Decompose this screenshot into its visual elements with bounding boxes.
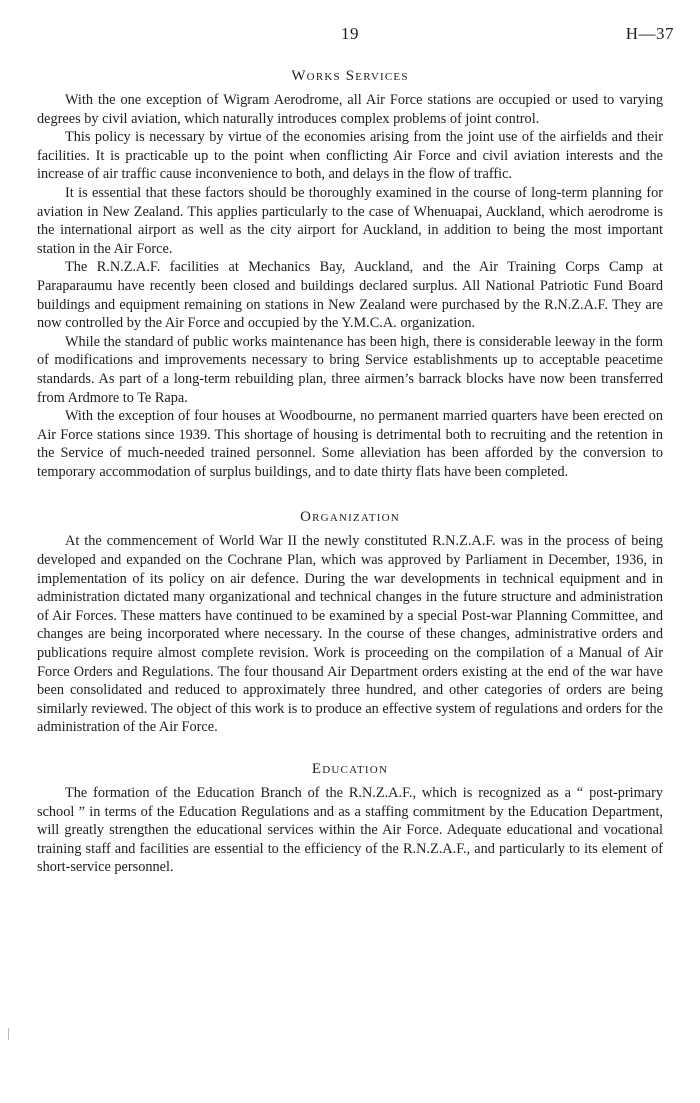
section-spacer xyxy=(37,481,663,507)
section-works-services xyxy=(37,66,663,481)
paragraph: This policy is necessary by virtue of the economies arising from the joint use of the airfields and their facilities. It is practicable up to the point when conflicting Air Force and civil aviation interests and the increase of air traffic cause inconvenience to both, and delays in the flow of traffic. xyxy=(37,129,663,183)
section-heading: Organization xyxy=(300,509,400,526)
paragraph: While the standard of public works maintenance has been high, there is considerable leeway in the form of modifications and improvements necessary to bring Service establishments up to acceptable peacetime standards. As part of a long-term rebuilding plan, three airmen’s barrack blocks have now been transferred from Ardmore to Te Rapa. xyxy=(37,333,663,406)
section-spacer xyxy=(37,737,663,759)
paragraph: With the exception of four houses at Woodbourne, no permanent married quarters have been erected on Air Force stations since 1939. This shortage of housing is detrimental both to recruiting and the retention in the Service of much-needed trained personnel. Some alleviation has been afforded by the conversion to temporary accommodation of surplus buildings, and to date thirty flats have been completed. xyxy=(37,408,663,480)
section-heading: Works Services xyxy=(291,68,409,84)
page-number: 19 xyxy=(341,24,359,43)
section-organization xyxy=(37,507,663,737)
paragraph: It is essential that these factors should be thoroughly examined in the course of long-term planning for aviation in New Zealand. This applies particularly to the case of Whenuapai, Auckland, which aerodrome is the international airport as well as the city airport for Auckland, in addition to being the most important station in the Air Force. xyxy=(37,184,663,257)
paragraph: At the commencement of World War II the newly constituted R.N.Z.A.F. was in the process of being developed and expanded on the Cochrane Plan, which was approved by Parliament in December, 1936, in implementation of its policy on air defence. During the war developments in technical equipment and in administration dictated many organizational and technical changes in the future structure and administration of Air Forces. These matters have continued to be examined by a special Post-war Planning Committee, and changes are being incorporated where necessary. In the course of these changes, administrative orders and publications require almost complete revision. Work is proceeding on the compilation of a Manual of Air Force Orders and Regulations. The four thousand Air Department orders existing at the end of the war have been consolidated and reduced to approximately three hundred, and other categories of orders are being similarly reviewed. The object of this work is to produce an effective system of regulations and orders for the administration of the Air Force. xyxy=(37,533,663,736)
paragraph: The formation of the Education Branch of the R.N.Z.A.F., which is recognized as a “ post-primary school ” in terms of the Education Regulations and as a staffing commitment by the Education Department, will greatly strengthen the educational services within the Air Force. Adequate educational and vocational training staff and facilities are essential to the efficiency of the R.N.Z.A.F., and particularly to its element of short-service personnel. xyxy=(37,785,663,876)
scan-edge-mark xyxy=(8,1028,9,1040)
paragraph: With the one exception of Wigram Aerodrome, all Air Force stations are occupied or used to varying degrees by civil aviation, which naturally introduces complex problems of joint control. xyxy=(37,92,663,127)
section-education xyxy=(37,759,663,877)
document-reference: H—37 xyxy=(625,24,674,43)
page-body xyxy=(37,66,663,877)
paragraph: The R.N.Z.A.F. facilities at Mechanics Bay, Auckland, and the Air Training Corps Camp at Paraparaumu have recently been closed and buildings declared surplus. All National Patriotic Fund Board buildings and equipment remaining on stations in New Zealand were purchased by the R.N.Z.A.F. They are now controlled by the Air Force and occupied by the Y.M.C.A. organization. xyxy=(37,259,663,332)
section-heading: Education xyxy=(311,761,389,777)
